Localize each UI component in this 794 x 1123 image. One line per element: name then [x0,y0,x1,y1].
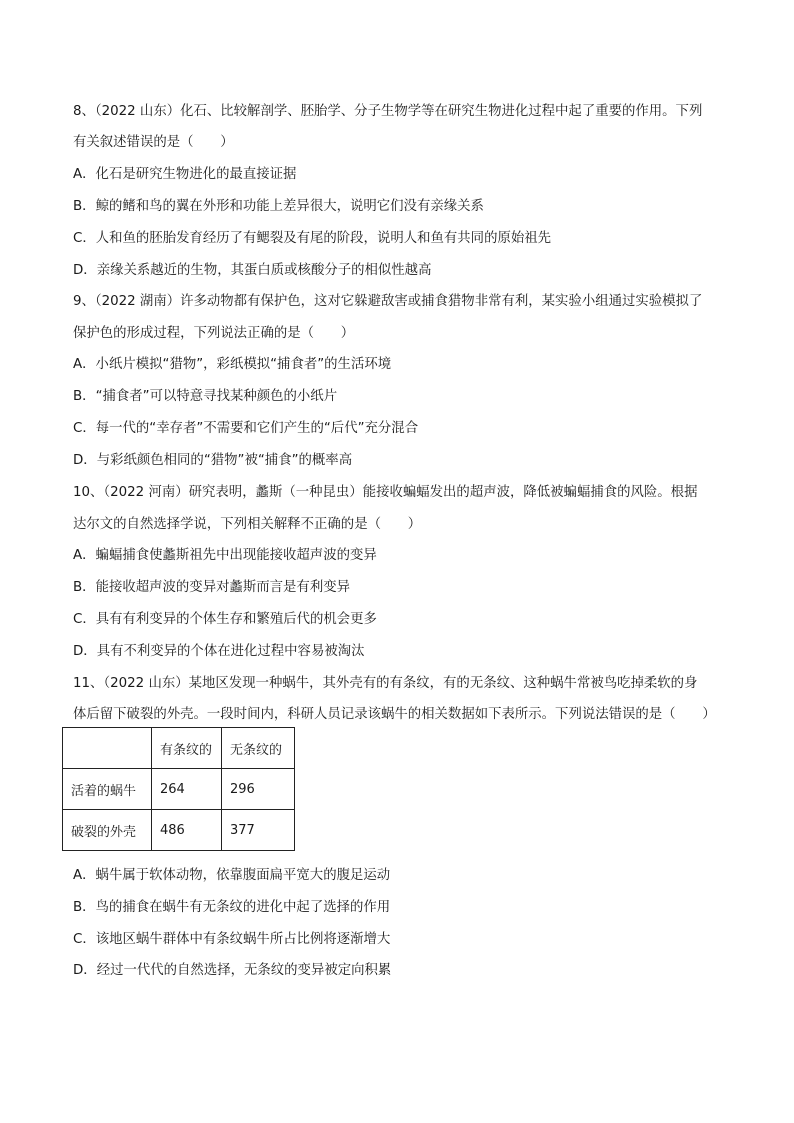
table-header-cell [63,728,152,769]
q10-option-c: C．具有有利变异的个体生存和繁殖后代的机会更多 [73,612,377,627]
table-row [63,810,295,851]
q9-option-a: A．小纸片模拟“猎物”，彩纸模拟“捕食者”的生活环境 [73,357,392,372]
table-cell: 264 [152,769,222,810]
q8-option-b: B．鲸的鳍和鸟的翼在外形和功能上差异很大，说明它们没有亲缘关系 [73,199,484,214]
table-header-cell: 无条纹的 [222,728,295,769]
table-header-row [63,728,295,769]
q11-option-d: D．经过一代代的自然选择，无条纹的变异被定向积累 [73,963,392,978]
table-cell: 486 [152,810,222,851]
q9-option-c: C．每一代的“幸存者”不需要和它们产生的“后代”充分混合 [73,421,419,436]
q9-stem-line-1: 9、（2022 湖南）许多动物都有保护色，这对它躲避敌害或捕食猎物非常有利，某实验小组通过实验模拟了 [73,294,703,309]
q10-option-b: B．能接收超声波的变异对蠡斯而言是有利变异 [73,580,350,595]
q8-option-d: D．亲缘关系越近的生物，其蛋白质或核酸分子的相似性越高 [73,263,432,278]
q11-option-c: C．该地区蜗牛群体中有条纹蜗牛所占比例将逐渐增大 [73,932,391,947]
table-cell: 296 [222,769,295,810]
table-row [63,769,295,810]
q10-option-d: D．具有不利变异的个体在进化过程中容易被淘汰 [73,644,365,659]
q11-stem-line-2: 体后留下破裂的外壳。一段时间内，科研人员记录该蜗牛的相关数据如下表所示。下列说法错误的是（ ） [73,707,716,722]
q8-stem-line-1: 8、（2022 山东）化石、比较解剖学、胚胎学、分子生物学等在研究生物进化过程中起了重要的作用。下列 [73,104,703,119]
q10-stem-line-1: 10、（2022 河南）研究表明，蠡斯（一种昆虫）能接收蝙蝠发出的超声波，降低被蝙蝠捕食的风险。根据 [73,485,698,500]
table-header-cell: 有条纹的 [152,728,222,769]
q9-option-b: B．“捕食者”可以特意寻找某种颜色的小纸片 [73,389,338,404]
q10-option-a: A．蝙蝠捕食使蠡斯祖先中出现能接收超声波的变异 [73,548,377,563]
q11-data-table [62,727,295,851]
q8-option-c: C．人和鱼的胚胎发育经历了有鳃裂及有尾的阶段，说明人和鱼有共同的原始祖先 [73,231,552,246]
q9-option-d: D．与彩纸颜色相同的“猎物”被“捕食”的概率高 [73,453,353,468]
q11-stem-line-1: 11、（2022 山东）某地区发现一种蜗牛，其外壳有的有条纹，有的无条纹、这种蜗牛常被鸟吃掉柔软的身 [73,676,698,691]
q11-option-a: A．蜗牛属于软体动物，依靠腹面扁平宽大的腹足运动 [73,868,391,883]
q8-option-a: A．化石是研究生物进化的最直接证据 [73,167,297,182]
q8-stem-line-2: 有关叙述错误的是（ ） [73,135,234,150]
q9-stem-line-2: 保护色的形成过程，下列说法正确的是（ ） [73,326,355,341]
q10-stem-line-2: 达尔文的自然选择学说，下列相关解释不正确的是（ ） [73,517,422,532]
table-cell: 破裂的外壳 [63,810,152,851]
table-cell: 377 [222,810,295,851]
q11-option-b: B．鸟的捕食在蜗牛有无条纹的进化中起了选择的作用 [73,900,391,915]
table-cell: 活着的蜗牛 [63,769,152,810]
